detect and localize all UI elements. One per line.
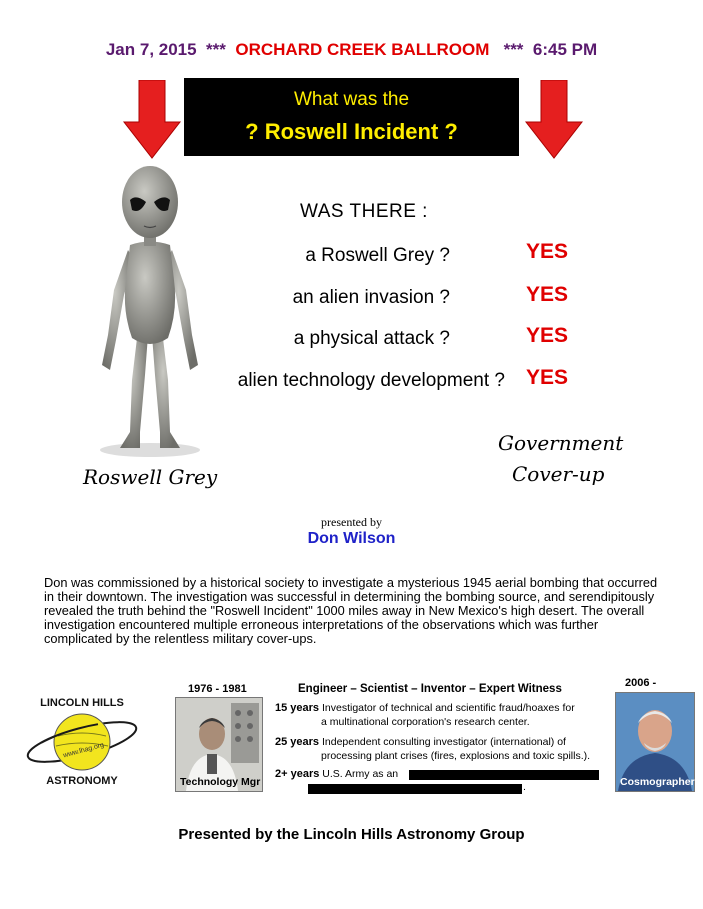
description-paragraph: Don was commissioned by a historical society to investigate a mysterious 1945 aerial bombing that occurred in their downtown. The investigation was successful in determining the bombing source, and serendipitously revealed the truth behind the "Roswell Incident" 1000 miles away in New Mexico's high desert. The overall investigation encountered multiple erroneous interpretations of the observations which was further complicated by the relentless military cover-ups. bbox=[44, 575, 658, 646]
redaction-bar bbox=[409, 770, 599, 780]
event-venue: ORCHARD CREEK BALLROOM bbox=[235, 40, 490, 59]
logo-top-text: LINCOLN HILLS bbox=[40, 697, 124, 709]
photo-left-caption: Technology Mgr bbox=[180, 776, 261, 788]
title-box bbox=[184, 78, 519, 156]
presenter-name: Don Wilson bbox=[307, 530, 396, 547]
alien-figure-image bbox=[90, 160, 210, 460]
down-arrow-icon bbox=[122, 80, 182, 160]
separator: *** bbox=[206, 40, 226, 59]
footer-presented-by: Presented by the Lincoln Hills Astronomy Group bbox=[178, 826, 525, 843]
question-1: a Roswell Grey ? bbox=[305, 245, 450, 266]
credential-2 bbox=[275, 736, 610, 749]
answer-1: YES bbox=[526, 240, 569, 263]
question-4: alien technology development ? bbox=[237, 370, 505, 391]
cosmographer-photo bbox=[615, 692, 695, 792]
credential-1-line2: a multinational corporation's research center. bbox=[321, 716, 530, 728]
credential-1 bbox=[275, 702, 605, 715]
separator: *** bbox=[503, 40, 524, 59]
title-line-2: ? Roswell Incident ? bbox=[245, 119, 458, 144]
credential-3-years: 2+ years bbox=[275, 768, 320, 780]
photo-left-years: 1976 - 1981 bbox=[188, 683, 247, 695]
cover-up-line-1: Government bbox=[498, 431, 624, 455]
questions-heading: WAS THERE : bbox=[300, 201, 428, 222]
answer-3: YES bbox=[526, 324, 569, 347]
logo-bottom-text: ASTRONOMY bbox=[46, 775, 118, 787]
cover-up-line-2: Cover-up bbox=[512, 462, 605, 486]
credential-3-line2: . bbox=[523, 781, 526, 793]
event-time: 6:45 PM bbox=[532, 40, 598, 59]
photo-right-years: 2006 - bbox=[625, 677, 657, 689]
technology-mgr-photo bbox=[175, 697, 263, 792]
photo-right-caption: Cosmographer bbox=[620, 776, 695, 788]
redaction-bar bbox=[308, 784, 522, 794]
alien-caption: Roswell Grey bbox=[83, 465, 218, 489]
credential-3-line1: U.S. Army as an bbox=[322, 768, 399, 780]
credential-3 bbox=[275, 768, 405, 781]
credential-2-line2: processing plant crises (fires, explosions and toxic spills.). bbox=[321, 750, 591, 762]
presented-by-label: presented by bbox=[321, 515, 382, 529]
credential-2-line1: Independent consulting investigator (international) of bbox=[321, 736, 566, 748]
question-3: a physical attack ? bbox=[293, 328, 450, 349]
astronomy-logo-icon bbox=[22, 690, 142, 790]
down-arrow-icon bbox=[524, 80, 584, 160]
event-date: Jan 7, 2015 bbox=[105, 40, 197, 59]
credential-1-line1: Investigator of technical and scientific fraud/hoaxes for bbox=[321, 702, 575, 714]
title-line-1: What was the bbox=[293, 89, 410, 110]
event-header bbox=[0, 40, 703, 60]
credential-2-years: 25 years bbox=[275, 736, 320, 748]
answer-4: YES bbox=[526, 366, 569, 389]
question-2: an alien invasion ? bbox=[292, 287, 450, 308]
logo-url-text: www.lhag.org bbox=[62, 741, 105, 760]
credential-1-years: 15 years bbox=[275, 702, 320, 714]
answer-2: YES bbox=[526, 283, 569, 306]
credentials-heading: Engineer – Scientist – Inventor – Expert Witness bbox=[298, 683, 562, 695]
